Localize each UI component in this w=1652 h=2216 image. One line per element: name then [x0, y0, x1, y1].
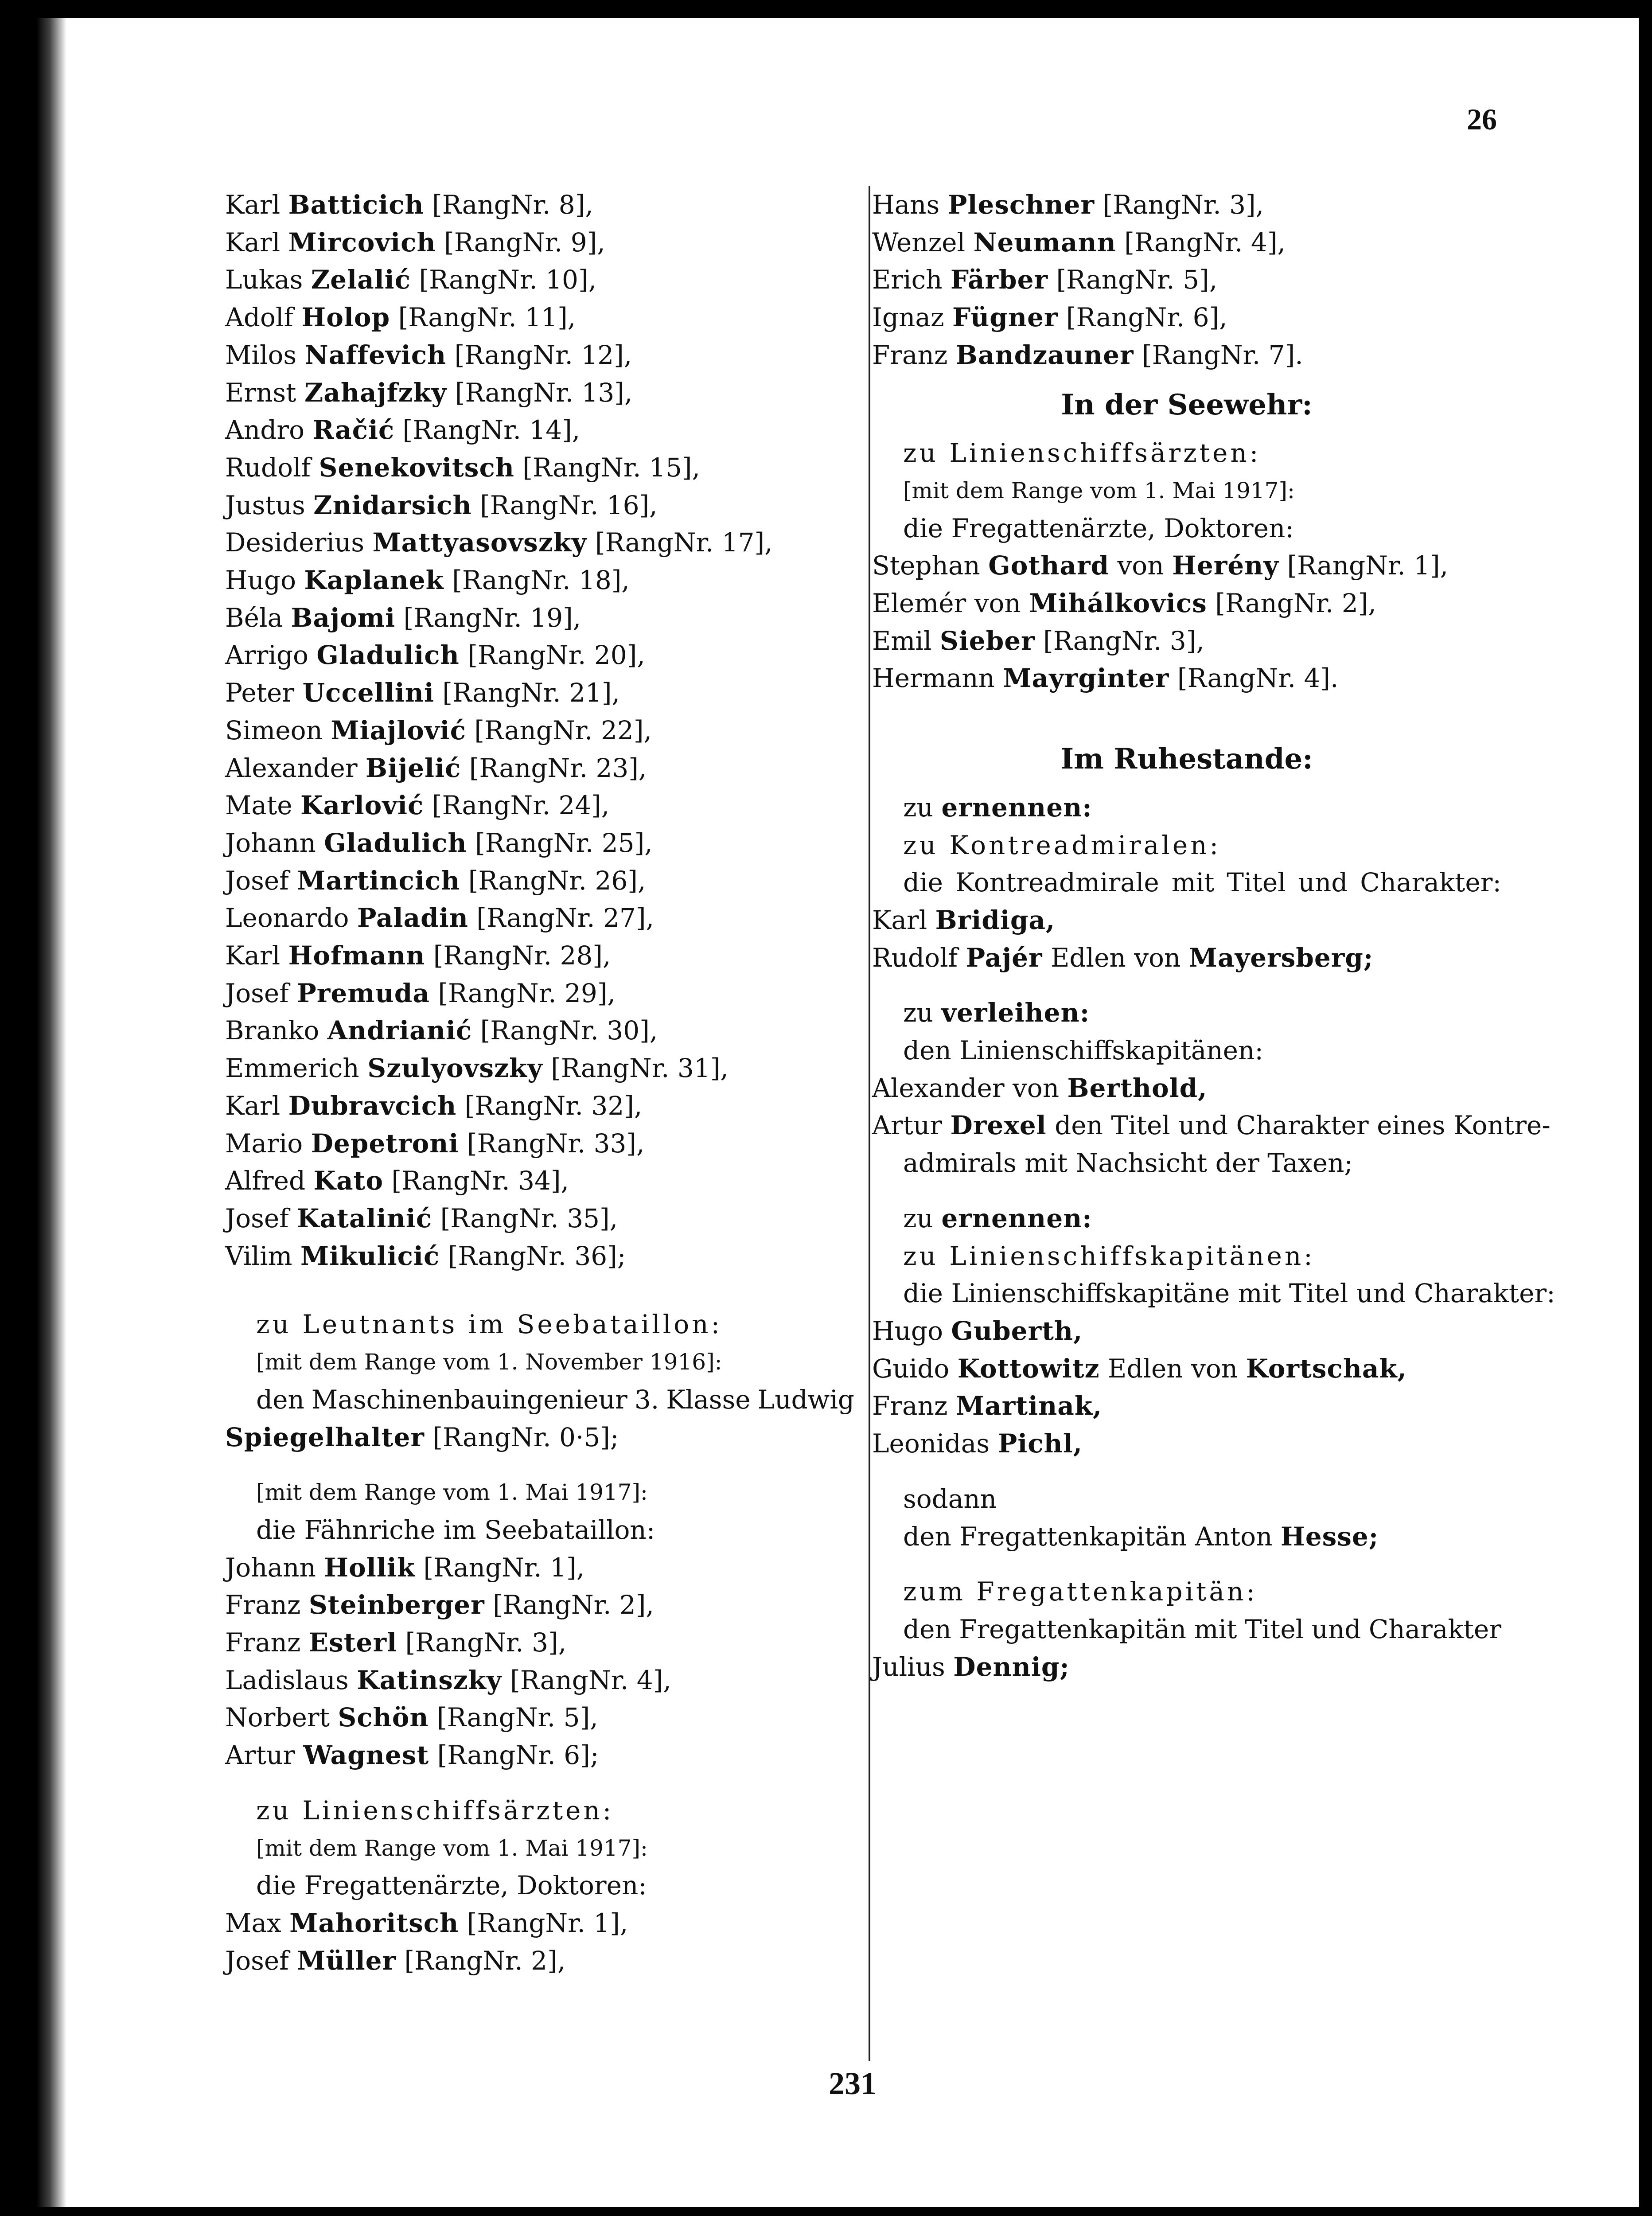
first-name: Norbert — [225, 1702, 330, 1733]
surname: Hofmann — [288, 940, 425, 971]
first-name: Emmerich — [225, 1053, 359, 1084]
surname: Neumann — [973, 227, 1116, 257]
surname: Mikulicić — [300, 1241, 440, 1271]
officer-list-1 — [225, 186, 854, 1275]
officer-entry — [225, 299, 854, 336]
first-name: Milos — [225, 339, 297, 370]
officer-entry — [225, 224, 854, 261]
sodann-line: sodann — [903, 1483, 997, 1514]
surname: Račić — [312, 415, 395, 445]
officer-entry — [872, 622, 1501, 660]
first-name: Franz — [225, 1590, 301, 1620]
officer-list-3 — [225, 1904, 854, 1979]
first-name: Max — [225, 1908, 281, 1938]
officer-entry — [225, 1049, 854, 1087]
rank-number: [RangNr. 26], — [468, 865, 646, 896]
rank-number: [RangNr. 29], — [438, 978, 616, 1008]
first-name: Wenzel — [872, 227, 965, 257]
rank-number: [RangNr. 28], — [433, 940, 611, 971]
surname: Szulyovszky — [367, 1053, 543, 1084]
surname: Katinszky — [357, 1665, 502, 1695]
rank-number: [RangNr. 6], — [1066, 302, 1227, 333]
rank-date-note: [mit dem Range vom 1. Mai 1917]: — [903, 477, 1295, 503]
officer-entry — [225, 524, 854, 562]
engineer-line — [225, 1381, 854, 1419]
officer-entry — [225, 449, 854, 487]
first-name: Karl — [225, 227, 281, 257]
surname: Guberth, — [951, 1315, 1083, 1346]
page-number: 231 — [829, 2066, 877, 2101]
section-intro: die Linienschiffskapitäne mit Titel und Charakter: — [903, 1278, 1555, 1309]
action-line: zu ernennen: — [903, 792, 1092, 823]
first-name: Hermann — [872, 663, 995, 694]
name-entry: Karl Bridiga, — [872, 905, 1056, 935]
surname: Mircovich — [288, 227, 436, 257]
rank-number: [RangNr. 15], — [522, 452, 700, 483]
rank-number: [RangNr. 30], — [480, 1015, 658, 1046]
section-heading-aerzte: zu Linienschiffsärzten: — [256, 1795, 614, 1826]
officer-entry — [872, 261, 1501, 299]
first-name: Béla — [225, 602, 283, 633]
officer-entry — [872, 1312, 1501, 1350]
rank-number: [RangNr. 22], — [474, 715, 652, 745]
fk-intro: den Fregattenkapitän mit Titel und Charakter — [903, 1614, 1501, 1644]
action-line: zu ernennen: — [903, 1203, 1092, 1233]
surname: Znidarsich — [313, 490, 472, 520]
officer-list-4 — [872, 186, 1501, 374]
continuation-line: admirals mit Nachsicht der Taxen; — [903, 1148, 1353, 1178]
officer-entry — [225, 674, 854, 712]
surname: Mayrginter — [1003, 663, 1169, 694]
officer-entry — [225, 336, 854, 374]
rank-number: [RangNr. 24], — [432, 790, 610, 821]
section-intro: den Linienschiffskapitänen: — [903, 1035, 1263, 1066]
officer-entry — [225, 975, 854, 1012]
name-entry: Rudolf Pajér Edlen von Mayersberg; — [872, 942, 1374, 973]
rank-number: [RangNr. 4], — [510, 1665, 671, 1695]
first-name: Erich — [872, 265, 943, 295]
section-intro: die Fregattenärzte, Doktoren: — [903, 513, 1294, 543]
surname: Pleschner — [947, 190, 1095, 220]
first-name: Hugo — [872, 1315, 943, 1346]
word: Ludwig — [757, 1384, 854, 1415]
first-name: Alexander — [225, 753, 358, 783]
first-name: Alfred — [225, 1166, 306, 1196]
rank-number: [RangNr. 11], — [398, 302, 576, 333]
rank-number: [RangNr. 2], — [1215, 588, 1376, 619]
first-name: Franz — [225, 1627, 301, 1658]
surname: Mihálkovics — [1029, 588, 1207, 619]
rank-number: [RangNr. 21], — [442, 678, 620, 708]
first-name: Josef — [225, 865, 289, 896]
first-name: Hans — [872, 190, 940, 220]
rank-number: [RangNr. 3], — [405, 1627, 567, 1658]
first-name: Leonidas — [872, 1428, 990, 1459]
surname: Dubravcich — [288, 1090, 457, 1121]
officer-entry — [225, 899, 854, 937]
first-name: Stephan — [872, 550, 980, 581]
rank-number: [RangNr. 16], — [480, 490, 658, 520]
rank-number: [RangNr. 6]; — [437, 1740, 599, 1771]
first-name: Peter — [225, 678, 295, 708]
first-name: Karl — [225, 190, 281, 220]
surname: Hollik — [324, 1552, 416, 1583]
surname: Gothard — [988, 550, 1110, 581]
name-particle: von — [1117, 550, 1164, 581]
engineer-entry — [225, 1419, 854, 1456]
rank-number: [RangNr. 33], — [467, 1128, 645, 1159]
surname: Bijelić — [366, 753, 461, 783]
officer-entry — [872, 659, 1501, 697]
first-name: Ladislaus — [225, 1665, 349, 1695]
word: den — [256, 1384, 304, 1415]
first-name: Josef — [225, 1203, 289, 1233]
first-name: Simeon — [225, 715, 323, 745]
rank-number: [RangNr. 7]. — [1142, 339, 1303, 370]
surname: Uccellini — [302, 678, 434, 708]
rank-number: [RangNr. 14], — [402, 415, 581, 445]
name-entry: Artur Drexel den Titel und Charakter eines Kontre- — [872, 1110, 1551, 1141]
officer-entry — [225, 862, 854, 900]
surname: Mattyasovszky — [372, 527, 587, 558]
officer-entry — [225, 599, 854, 637]
surname: Martincich — [297, 865, 460, 896]
first-name: Arrigo — [225, 640, 308, 671]
surname: Bajomi — [291, 602, 396, 633]
officer-entry — [225, 1549, 854, 1587]
first-name: Emil — [872, 625, 932, 656]
first-name: Lukas — [225, 265, 303, 295]
first-name: Josef — [225, 1945, 289, 1976]
seewehr-list — [872, 547, 1501, 697]
name-particle: Edlen von — [1107, 1353, 1238, 1384]
officer-entry — [225, 186, 854, 224]
first-name: Johann — [225, 1552, 316, 1583]
rank-number: [RangNr. 1], — [423, 1552, 585, 1583]
first-name: Leonardo — [225, 903, 349, 933]
surname: Karlović — [300, 790, 424, 821]
name-particle: von — [974, 588, 1021, 619]
rank-number: [RangNr. 20], — [468, 640, 645, 671]
rank-number: [RangNr. 18], — [452, 565, 630, 596]
rank-date-note: [mit dem Range vom 1. November 1916]: — [256, 1349, 722, 1375]
first-name: Branko — [225, 1015, 319, 1046]
word: 3. — [634, 1384, 659, 1415]
surname: Herény — [1172, 550, 1279, 581]
section-intro: die Fähnriche im Seebataillon: — [256, 1514, 655, 1545]
rank-number: [RangNr. 35], — [440, 1203, 618, 1233]
first-name: Karl — [225, 1090, 281, 1121]
officer-entry — [225, 374, 854, 412]
surname: Zelalić — [311, 265, 411, 295]
subheading: zu Kontreadmiralen: — [903, 830, 1221, 860]
first-name: Adolf — [225, 302, 293, 333]
first-name: Desiderius — [225, 527, 364, 558]
rank-number: [RangNr. 17], — [595, 527, 773, 558]
officer-entry — [225, 824, 854, 862]
officer-entry — [225, 411, 854, 449]
section-heading-leutnants: zu Leutnants im Seebataillon: — [256, 1309, 723, 1340]
officer-entry — [225, 749, 854, 787]
surname: Katalinić — [297, 1203, 432, 1233]
rank-number: [RangNr. 25], — [475, 827, 653, 858]
name-entry: Alexander von Berthold, — [872, 1073, 1208, 1103]
left-column — [225, 186, 854, 1979]
rank-date-note: [mit dem Range vom 1. Mai 1917]: — [256, 1479, 648, 1506]
rank-number: [RangNr. 0·5]; — [432, 1422, 619, 1452]
first-name: Artur — [225, 1740, 295, 1771]
surname: Kato — [313, 1166, 383, 1196]
surname: Mahoritsch — [289, 1908, 459, 1938]
surname: Premuda — [297, 978, 430, 1008]
officer-entry — [225, 712, 854, 749]
folio-number: 26 — [1467, 102, 1497, 136]
surname: Gladulich — [316, 640, 460, 671]
first-name: Andro — [225, 415, 305, 445]
first-name: Josef — [225, 978, 289, 1008]
first-name: Justus — [225, 490, 305, 520]
officer-entry — [872, 299, 1501, 336]
rank-number: [RangNr. 4], — [1124, 227, 1286, 257]
surname: Steinberger — [308, 1590, 485, 1620]
rank-date-note: [mit dem Range vom 1. Mai 1917]: — [256, 1835, 648, 1861]
officer-entry — [872, 1387, 1501, 1425]
rank-number: [RangNr. 13], — [455, 377, 633, 408]
rank-number: [RangNr. 1], — [1287, 550, 1449, 581]
first-name: Hugo — [225, 565, 296, 596]
surname: Holop — [301, 302, 390, 333]
rank-number: [RangNr. 3], — [1103, 190, 1264, 220]
rank-number: [RangNr. 8], — [432, 190, 593, 220]
first-name: Franz — [872, 1391, 948, 1421]
surname: Wagnest — [303, 1740, 429, 1771]
rank-number: [RangNr. 23], — [469, 753, 647, 783]
word: Maschinenbauingenieur — [311, 1384, 627, 1415]
officer-entry — [225, 787, 854, 824]
first-name: Mate — [225, 790, 292, 821]
section-heading-seewehr: In der Seewehr: — [1061, 388, 1313, 421]
rank-number: [RangNr. 36]; — [448, 1241, 626, 1271]
rank-number: [RangNr. 32], — [464, 1090, 643, 1121]
surname: Depetroni — [311, 1128, 459, 1159]
officer-entry — [872, 186, 1501, 224]
officer-entry — [225, 1237, 854, 1275]
surname: Kortschak, — [1246, 1353, 1407, 1384]
right-column — [872, 186, 1555, 1685]
surname: Zahajfzky — [304, 377, 447, 408]
officer-entry — [225, 1624, 854, 1662]
first-name: Guido — [872, 1353, 950, 1384]
lsk-list — [872, 1312, 1501, 1463]
surname: Esterl — [308, 1627, 397, 1658]
officer-entry — [225, 261, 854, 299]
officer-entry — [872, 547, 1501, 585]
rank-number: [RangNr. 2], — [404, 1945, 566, 1976]
rank-number: [RangNr. 34], — [391, 1166, 569, 1196]
subheading: zu Linienschiffsärzten: — [903, 438, 1261, 468]
rank-number: [RangNr. 5], — [1056, 265, 1218, 295]
rank-number: [RangNr. 12], — [454, 339, 632, 370]
first-name: Elemér — [872, 588, 966, 619]
first-name: Karl — [225, 940, 281, 971]
rank-number: [RangNr. 10], — [419, 265, 597, 295]
officer-entry — [872, 585, 1501, 622]
officer-entry — [225, 937, 854, 975]
first-name: Johann — [225, 827, 316, 858]
officer-entry — [225, 1662, 854, 1699]
surname: Sieber — [939, 625, 1035, 656]
officer-entry — [872, 224, 1501, 261]
rank-number: [RangNr. 4]. — [1177, 663, 1339, 694]
rank-number: [RangNr. 3], — [1043, 625, 1204, 656]
rank-number: [RangNr. 9], — [444, 227, 605, 257]
officer-entry — [225, 1200, 854, 1237]
surname: Martinak, — [955, 1391, 1103, 1421]
officer-entry — [225, 1699, 854, 1736]
rank-number: [RangNr. 27], — [476, 903, 654, 933]
surname: Gladulich — [324, 827, 467, 858]
name-entry: Julius Dennig; — [872, 1651, 1070, 1682]
officer-entry — [225, 1942, 854, 1980]
officer-entry — [225, 1904, 854, 1942]
first-name: Franz — [872, 339, 948, 370]
action-line: zu verleihen: — [903, 998, 1090, 1028]
section-intro: die Fregattenärzte, Doktoren: — [256, 1870, 647, 1901]
surname: Senekovitsch — [319, 452, 514, 483]
surname: Miajlović — [331, 715, 466, 745]
officer-entry — [872, 1425, 1501, 1463]
surname: Paladin — [357, 903, 468, 933]
first-name: Ernst — [225, 377, 296, 408]
officer-entry — [872, 336, 1501, 374]
word: Klasse — [666, 1384, 751, 1415]
surname: Färber — [950, 265, 1048, 295]
first-name: Mario — [225, 1128, 303, 1159]
officer-entry — [225, 1087, 854, 1125]
officer-entry — [872, 1350, 1501, 1388]
first-name: Vilim — [225, 1241, 292, 1271]
surname: Kottowitz — [957, 1353, 1100, 1384]
surname: Bandzauner — [955, 339, 1134, 370]
rank-number: [RangNr. 2], — [493, 1590, 654, 1620]
officer-entry — [225, 1736, 854, 1774]
surname: Batticich — [288, 190, 424, 220]
surname: Fügner — [952, 302, 1058, 333]
officer-entry — [225, 562, 854, 599]
officer-entry — [225, 1162, 854, 1200]
officer-entry — [225, 1012, 854, 1049]
surname: Schön — [338, 1702, 429, 1733]
officer-entry — [225, 1586, 854, 1624]
officer-entry — [225, 1125, 854, 1163]
hesse-line: den Fregattenkapitän Anton Hesse; — [903, 1521, 1379, 1552]
surname: Naffevich — [304, 339, 447, 370]
officer-list-2 — [225, 1549, 854, 1774]
officer-entry — [225, 636, 854, 674]
officer-entry — [225, 487, 854, 524]
rank-number: [RangNr. 31], — [551, 1053, 729, 1084]
surname: Spiegelhalter — [225, 1422, 425, 1452]
surname: Müller — [297, 1945, 397, 1976]
subheading: zum Fregattenkapitän: — [903, 1576, 1258, 1607]
first-name: Rudolf — [225, 452, 311, 483]
column-divider — [869, 186, 870, 2061]
subheading: zu Linienschiffskapitänen: — [903, 1241, 1315, 1271]
rank-number: [RangNr. 5], — [437, 1702, 598, 1733]
surname: Andrianić — [327, 1015, 472, 1046]
surname: Pichl, — [997, 1428, 1083, 1459]
rank-number: [RangNr. 1], — [467, 1908, 628, 1938]
kontre-intro: die Kontreadmirale mit Titel und Charakter: — [903, 867, 1501, 898]
rank-number: [RangNr. 19], — [403, 602, 581, 633]
section-heading-ruhestand: Im Ruhestande: — [1060, 742, 1313, 776]
surname: Kaplanek — [304, 565, 444, 596]
first-name: Ignaz — [872, 302, 944, 333]
